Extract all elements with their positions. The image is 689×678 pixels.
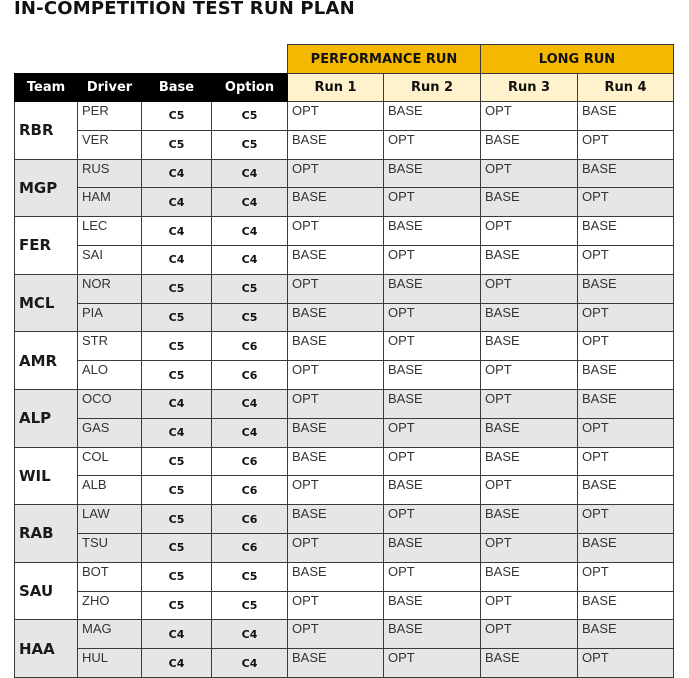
run-2-cell: OPT — [384, 188, 481, 217]
run-4-cell: OPT — [578, 130, 674, 159]
base-compound: C5 — [142, 274, 212, 303]
run-2-cell: BASE — [384, 217, 481, 246]
table-row — [15, 418, 674, 447]
base-compound: C4 — [142, 159, 212, 188]
base-compound: C4 — [142, 620, 212, 649]
table-row — [15, 591, 674, 620]
run-3-cell: BASE — [481, 447, 578, 476]
option-compound: C5 — [212, 102, 288, 131]
run-1-cell: BASE — [288, 245, 384, 274]
run-4-cell: OPT — [578, 562, 674, 591]
table-row — [15, 562, 674, 591]
run-4-cell: BASE — [578, 102, 674, 131]
driver-code: OCO — [78, 389, 142, 418]
run-3-cell: BASE — [481, 505, 578, 534]
option-compound: C5 — [212, 591, 288, 620]
table-row — [15, 217, 674, 246]
option-compound: C4 — [212, 389, 288, 418]
run-4-cell: OPT — [578, 245, 674, 274]
table-row — [15, 332, 674, 361]
driver-code: LAW — [78, 505, 142, 534]
run-3-cell: BASE — [481, 130, 578, 159]
run-2-cell: BASE — [384, 533, 481, 562]
run-1-cell: OPT — [288, 620, 384, 649]
table-row — [15, 303, 674, 332]
driver-code: RUS — [78, 159, 142, 188]
team-name: RBR — [15, 102, 78, 160]
col-header-driver: Driver — [78, 74, 142, 102]
run-2-cell: BASE — [384, 361, 481, 390]
run-1-cell: BASE — [288, 562, 384, 591]
run-4-cell: BASE — [578, 533, 674, 562]
run-4-cell: BASE — [578, 591, 674, 620]
run-4-cell: BASE — [578, 159, 674, 188]
driver-code: PIA — [78, 303, 142, 332]
table-row — [15, 447, 674, 476]
run-3-cell: BASE — [481, 649, 578, 678]
option-compound: C6 — [212, 332, 288, 361]
run-1-cell: OPT — [288, 102, 384, 131]
run-3-cell: OPT — [481, 217, 578, 246]
base-compound: C4 — [142, 217, 212, 246]
header-spacer — [15, 45, 288, 74]
option-compound: C4 — [212, 649, 288, 678]
run-2-cell: OPT — [384, 418, 481, 447]
run-2-cell: OPT — [384, 130, 481, 159]
team-name: HAA — [15, 620, 78, 678]
driver-code: PER — [78, 102, 142, 131]
run-1-cell: OPT — [288, 533, 384, 562]
driver-code: GAS — [78, 418, 142, 447]
option-compound: C4 — [212, 188, 288, 217]
run-4-cell: BASE — [578, 274, 674, 303]
run-1-cell: BASE — [288, 418, 384, 447]
run-2-cell: BASE — [384, 620, 481, 649]
col-header-run-2: Run 2 — [384, 74, 481, 102]
run-3-cell: BASE — [481, 245, 578, 274]
base-compound: C5 — [142, 102, 212, 131]
run-1-cell: BASE — [288, 447, 384, 476]
team-name: RAB — [15, 505, 78, 563]
run-1-cell: OPT — [288, 591, 384, 620]
run-3-cell: BASE — [481, 188, 578, 217]
run-3-cell: OPT — [481, 620, 578, 649]
run-4-cell: BASE — [578, 620, 674, 649]
run-3-cell: BASE — [481, 562, 578, 591]
table-row — [15, 389, 674, 418]
option-compound: C5 — [212, 130, 288, 159]
run-3-cell: OPT — [481, 476, 578, 505]
run-3-cell: BASE — [481, 418, 578, 447]
base-compound: C4 — [142, 245, 212, 274]
driver-code: STR — [78, 332, 142, 361]
run-2-cell: BASE — [384, 476, 481, 505]
run-3-cell: OPT — [481, 102, 578, 131]
driver-code: HUL — [78, 649, 142, 678]
run-2-cell: OPT — [384, 505, 481, 534]
team-name: SAU — [15, 562, 78, 620]
driver-code: VER — [78, 130, 142, 159]
driver-code: LEC — [78, 217, 142, 246]
table-row — [15, 102, 674, 131]
base-compound: C4 — [142, 418, 212, 447]
table-row — [15, 159, 674, 188]
run-2-cell: BASE — [384, 389, 481, 418]
col-header-run-4: Run 4 — [578, 74, 674, 102]
page-title: IN-COMPETITION TEST RUN PLAN — [14, 0, 355, 19]
base-compound: C4 — [142, 188, 212, 217]
col-header-run-1: Run 1 — [288, 74, 384, 102]
run-4-cell: OPT — [578, 447, 674, 476]
driver-code: ALB — [78, 476, 142, 505]
run-1-cell: BASE — [288, 303, 384, 332]
driver-code: ZHO — [78, 591, 142, 620]
run-2-cell: OPT — [384, 562, 481, 591]
run-2-cell: BASE — [384, 102, 481, 131]
run-2-cell: BASE — [384, 274, 481, 303]
run-3-cell: BASE — [481, 332, 578, 361]
run-4-cell: OPT — [578, 188, 674, 217]
run-4-cell: OPT — [578, 303, 674, 332]
table-body — [15, 102, 674, 678]
base-compound: C5 — [142, 476, 212, 505]
base-compound: C5 — [142, 591, 212, 620]
driver-code: TSU — [78, 533, 142, 562]
table-row — [15, 476, 674, 505]
run-2-cell: OPT — [384, 332, 481, 361]
run-4-cell: OPT — [578, 505, 674, 534]
driver-code: SAI — [78, 245, 142, 274]
team-name: FER — [15, 217, 78, 275]
team-name: WIL — [15, 447, 78, 505]
run-1-cell: BASE — [288, 649, 384, 678]
run-3-cell: OPT — [481, 389, 578, 418]
run-1-cell: OPT — [288, 476, 384, 505]
run-1-cell: OPT — [288, 389, 384, 418]
run-plan-table — [14, 44, 674, 678]
run-4-cell: BASE — [578, 389, 674, 418]
run-1-cell: OPT — [288, 217, 384, 246]
team-name: MGP — [15, 159, 78, 217]
run-3-cell: OPT — [481, 591, 578, 620]
option-compound: C5 — [212, 303, 288, 332]
run-4-cell: BASE — [578, 476, 674, 505]
run-3-cell: OPT — [481, 274, 578, 303]
option-compound: C4 — [212, 245, 288, 274]
table-row — [15, 533, 674, 562]
option-compound: C5 — [212, 562, 288, 591]
run-4-cell: BASE — [578, 217, 674, 246]
driver-code: BOT — [78, 562, 142, 591]
table-row — [15, 188, 674, 217]
col-header-run-3: Run 3 — [481, 74, 578, 102]
table-row — [15, 245, 674, 274]
run-1-cell: OPT — [288, 274, 384, 303]
base-compound: C5 — [142, 447, 212, 476]
run-2-cell: OPT — [384, 649, 481, 678]
driver-code: COL — [78, 447, 142, 476]
option-compound: C6 — [212, 505, 288, 534]
team-name: AMR — [15, 332, 78, 390]
col-header-team: Team — [15, 74, 78, 102]
base-compound: C5 — [142, 562, 212, 591]
base-compound: C5 — [142, 332, 212, 361]
run-4-cell: OPT — [578, 332, 674, 361]
run-2-cell: BASE — [384, 159, 481, 188]
table-row — [15, 361, 674, 390]
base-compound: C5 — [142, 130, 212, 159]
run-4-cell: BASE — [578, 361, 674, 390]
option-compound: C4 — [212, 159, 288, 188]
group-performance-run: PERFORMANCE RUN — [288, 45, 481, 74]
run-4-cell: OPT — [578, 649, 674, 678]
run-1-cell: OPT — [288, 159, 384, 188]
driver-code: MAG — [78, 620, 142, 649]
col-header-option: Option — [212, 74, 288, 102]
table-row — [15, 130, 674, 159]
run-1-cell: BASE — [288, 332, 384, 361]
run-2-cell: BASE — [384, 591, 481, 620]
group-long-run: LONG RUN — [481, 45, 674, 74]
table-row — [15, 649, 674, 678]
base-compound: C5 — [142, 533, 212, 562]
option-compound: C4 — [212, 620, 288, 649]
option-compound: C6 — [212, 476, 288, 505]
base-compound: C5 — [142, 361, 212, 390]
team-name: ALP — [15, 389, 78, 447]
driver-code: ALO — [78, 361, 142, 390]
option-compound: C4 — [212, 418, 288, 447]
run-1-cell: OPT — [288, 361, 384, 390]
option-compound: C4 — [212, 217, 288, 246]
base-compound: C5 — [142, 505, 212, 534]
run-3-cell: OPT — [481, 361, 578, 390]
run-4-cell: OPT — [578, 418, 674, 447]
run-2-cell: OPT — [384, 447, 481, 476]
option-compound: C6 — [212, 533, 288, 562]
col-header-base: Base — [142, 74, 212, 102]
option-compound: C6 — [212, 447, 288, 476]
base-compound: C4 — [142, 649, 212, 678]
run-2-cell: OPT — [384, 245, 481, 274]
base-compound: C5 — [142, 303, 212, 332]
run-3-cell: BASE — [481, 303, 578, 332]
run-1-cell: BASE — [288, 130, 384, 159]
table-row — [15, 274, 674, 303]
team-name: MCL — [15, 274, 78, 332]
driver-code: NOR — [78, 274, 142, 303]
table-row — [15, 505, 674, 534]
driver-code: HAM — [78, 188, 142, 217]
run-3-cell: OPT — [481, 533, 578, 562]
run-2-cell: OPT — [384, 303, 481, 332]
run-3-cell: OPT — [481, 159, 578, 188]
run-1-cell: BASE — [288, 505, 384, 534]
option-compound: C5 — [212, 274, 288, 303]
run-1-cell: BASE — [288, 188, 384, 217]
table-row — [15, 620, 674, 649]
base-compound: C4 — [142, 389, 212, 418]
option-compound: C6 — [212, 361, 288, 390]
